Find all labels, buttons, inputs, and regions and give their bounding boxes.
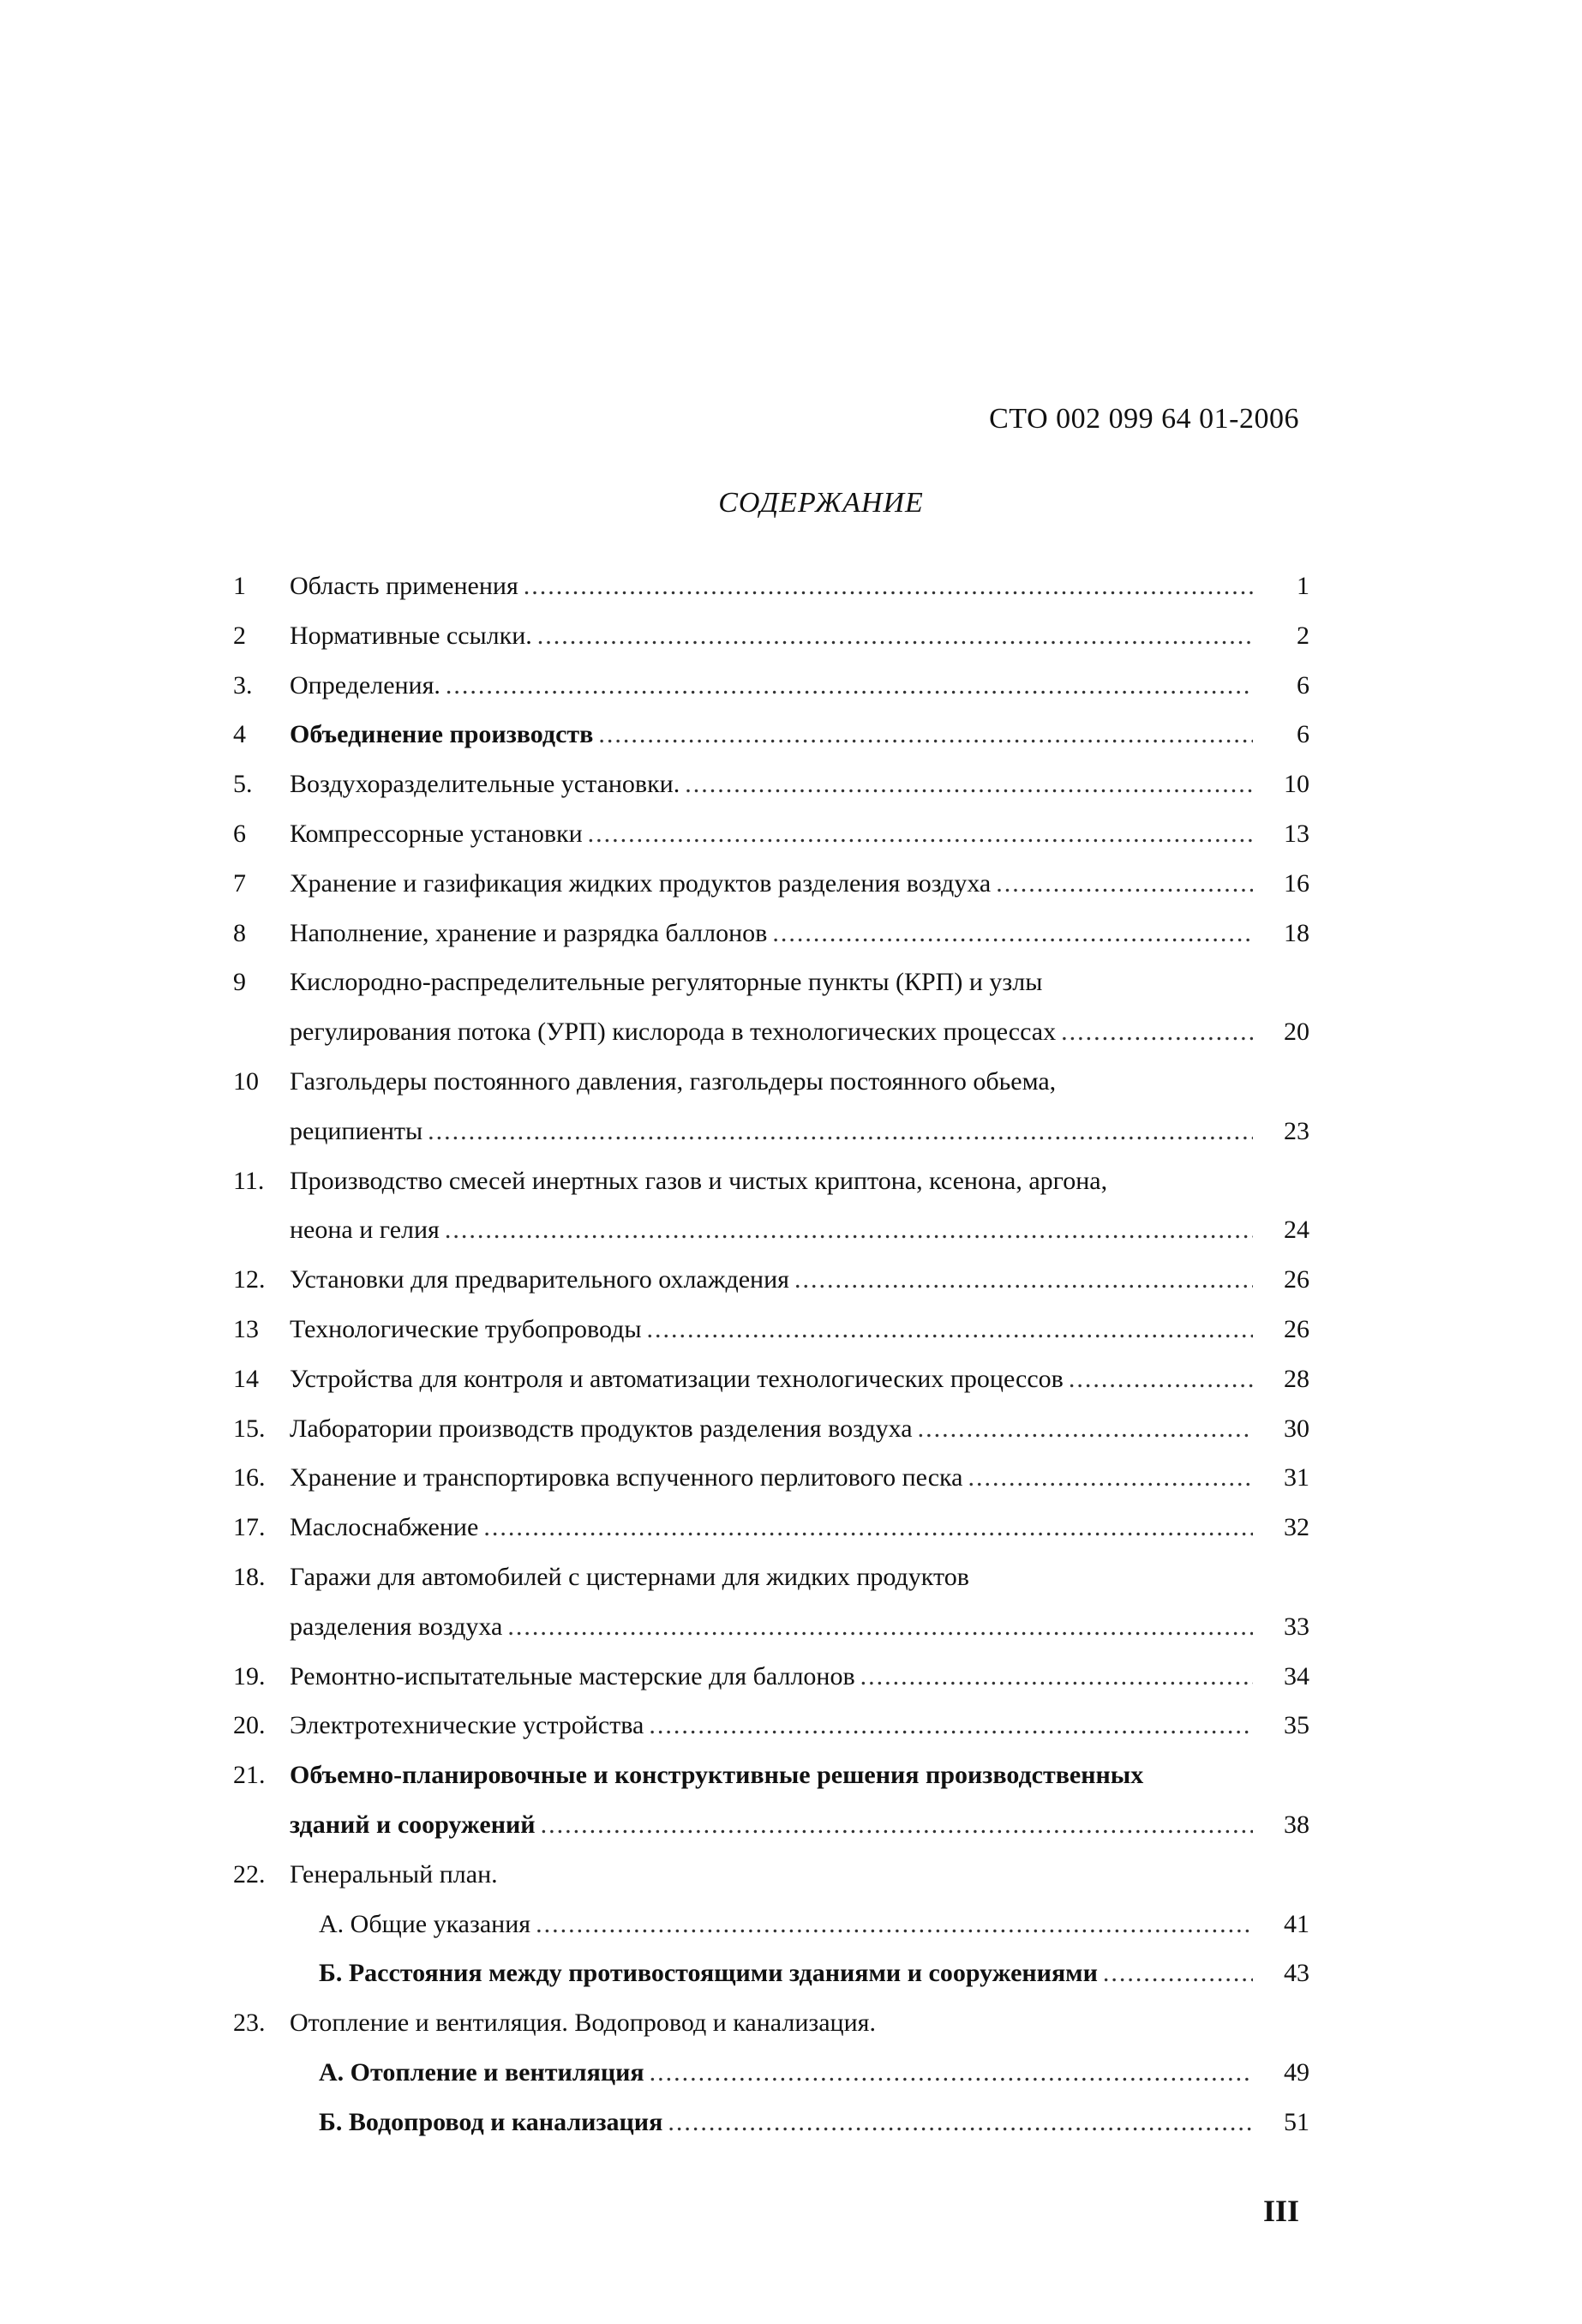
- dot-leader: [968, 1453, 1253, 1503]
- toc-entry-title: Компрессорные установки: [290, 819, 583, 848]
- toc-entry-title: Воздухоразделительные установки.: [290, 770, 680, 799]
- toc-entry-page: 30: [1284, 1414, 1309, 1443]
- dot-leader: [483, 1503, 1253, 1552]
- toc-entry-page: 26: [1284, 1314, 1309, 1343]
- toc-entry-page: 41: [1284, 1909, 1309, 1938]
- toc-entry: [233, 611, 1309, 661]
- toc-entry: [233, 1800, 1309, 1850]
- toc-entry-title: Определения.: [290, 670, 440, 700]
- dot-leader: [650, 2048, 1253, 2098]
- toc-entry-page: 31: [1284, 1463, 1309, 1492]
- toc-entry-title: неона и гелия: [290, 1216, 440, 1245]
- dot-leader: [685, 760, 1253, 809]
- toc-entry-title: Б. Водопровод и канализация: [319, 2107, 663, 2136]
- toc-entry: [233, 2048, 1309, 2098]
- toc-entry-number: 12.: [233, 1265, 266, 1294]
- dot-leader: [772, 909, 1253, 958]
- toc-entry-title: Отопление и вентиляция. Водопровод и канализация.: [290, 2009, 876, 2038]
- toc-entry-number: 15.: [233, 1414, 266, 1443]
- toc-entry: [233, 661, 1309, 711]
- dot-leader: [541, 1800, 1253, 1850]
- toc-entry: [233, 1503, 1309, 1552]
- toc-entry-page: 6: [1297, 670, 1309, 700]
- toc-entry-page: 34: [1284, 1661, 1309, 1690]
- toc-entry-number: 4: [233, 720, 246, 749]
- toc-entry-number: 3.: [233, 670, 253, 700]
- toc-entry-title: Ремонтно-испытательные мастерские для баллонов: [290, 1661, 855, 1690]
- document-code: СТО 002 099 64 01-2006: [989, 403, 1299, 435]
- toc-entry: [233, 1850, 1309, 1900]
- toc-entry-page: 20: [1284, 1018, 1309, 1047]
- dot-leader: [537, 611, 1253, 661]
- dot-leader: [428, 1107, 1253, 1156]
- toc-entry-number: 14: [233, 1364, 259, 1393]
- toc-entry-number: 17.: [233, 1513, 266, 1542]
- toc-entry-title: Объединение производств: [290, 720, 594, 749]
- toc-entry: [233, 859, 1309, 909]
- toc-entry-page: 23: [1284, 1116, 1309, 1145]
- toc-entry-title: Хранение и транспортировка вспученного перлитового песка: [290, 1463, 963, 1492]
- toc-entry-number: 2: [233, 621, 246, 650]
- table-of-contents: [233, 561, 1309, 2147]
- toc-entry: [233, 1205, 1309, 1255]
- toc-entry-title: Электротехнические устройства: [290, 1711, 644, 1740]
- toc-entry-number: 16.: [233, 1463, 266, 1492]
- dot-leader: [598, 710, 1253, 760]
- dot-leader: [1061, 1007, 1253, 1057]
- toc-entry-page: 24: [1284, 1216, 1309, 1245]
- toc-entry: [233, 760, 1309, 809]
- page-number: III: [1262, 2194, 1299, 2228]
- toc-entry: [233, 1701, 1309, 1751]
- toc-entry-number: 1: [233, 572, 246, 600]
- toc-entry-number: 9: [233, 968, 246, 997]
- toc-entry-page: 33: [1284, 1612, 1309, 1641]
- dot-leader: [860, 1652, 1253, 1702]
- toc-entry: [233, 2098, 1309, 2147]
- toc-entry: [233, 1949, 1309, 1998]
- toc-entry-number: 11.: [233, 1166, 265, 1195]
- dot-leader: [445, 1205, 1253, 1255]
- toc-entry-title: Наполнение, хранение и разрядка баллонов: [290, 918, 768, 947]
- toc-entry-title: разделения воздуха: [290, 1612, 503, 1641]
- toc-entry: [233, 561, 1309, 611]
- toc-entry-page: 38: [1284, 1810, 1309, 1839]
- toc-entry-number: 19.: [233, 1661, 266, 1690]
- toc-entry-page: 2: [1297, 621, 1309, 650]
- toc-entry-page: 28: [1284, 1364, 1309, 1393]
- toc-entry: [233, 1751, 1309, 1800]
- toc-entry-number: 5.: [233, 770, 253, 799]
- toc-entry-title: Маслоснабжение: [290, 1513, 479, 1542]
- toc-entry-page: 32: [1284, 1513, 1309, 1542]
- toc-entry: [233, 1354, 1309, 1404]
- toc-entry-title: Лаборатории производств продуктов разделения воздуха: [290, 1414, 913, 1443]
- toc-entry-title: Б. Расстояния между противостоящими зданиями и сооружениями: [319, 1959, 1098, 1988]
- toc-entry: [233, 809, 1309, 859]
- toc-entry-title: Устройства для контроля и автоматизации технологических процессов: [290, 1364, 1064, 1393]
- dot-leader: [794, 1255, 1253, 1305]
- toc-entry: [233, 1453, 1309, 1503]
- toc-entry-title: Область применения: [290, 572, 518, 600]
- toc-entry-title: Гаражи для автомобилей с цистернами для жидких продуктов: [290, 1562, 969, 1591]
- toc-entry-title: Газгольдеры постоянного давления, газгольдеры постоянного обьема,: [290, 1066, 1057, 1096]
- toc-entry: [233, 1255, 1309, 1305]
- toc-entry-title: А. Отопление и вентиляция: [319, 2057, 644, 2087]
- toc-entry-page: 51: [1284, 2107, 1309, 2136]
- toc-entry-page: 16: [1284, 868, 1309, 898]
- toc-entry: [233, 1057, 1309, 1107]
- toc-entry-title: Нормативные ссылки.: [290, 621, 532, 650]
- toc-entry-number: 23.: [233, 2009, 266, 2038]
- toc-entry: [233, 1652, 1309, 1702]
- dot-leader: [668, 2098, 1253, 2147]
- toc-entry: [233, 1552, 1309, 1602]
- toc-entry-number: 8: [233, 918, 246, 947]
- toc-entry-title: Генеральный план.: [290, 1859, 498, 1889]
- toc-entry-page: 43: [1284, 1959, 1309, 1988]
- toc-entry-number: 6: [233, 819, 246, 848]
- toc-entry-title: Хранение и газификация жидких продуктов разделения воздуха: [290, 868, 992, 898]
- dot-leader: [536, 1900, 1253, 1949]
- toc-entry: [233, 1404, 1309, 1454]
- toc-entry-number: 10: [233, 1066, 259, 1096]
- dot-leader: [1069, 1354, 1253, 1404]
- toc-entry-number: 13: [233, 1314, 259, 1343]
- dot-leader: [524, 561, 1253, 611]
- toc-entry: [233, 1602, 1309, 1652]
- toc-entry-title: регулирования потока (УРП) кислорода в технологических процессах: [290, 1018, 1057, 1047]
- toc-entry-title: А. Общие указания: [319, 1909, 531, 1938]
- toc-entry-page: 35: [1284, 1711, 1309, 1740]
- dot-leader: [507, 1602, 1253, 1652]
- toc-entry: [233, 909, 1309, 958]
- toc-entry: [233, 1156, 1309, 1206]
- toc-entry-number: 22.: [233, 1859, 266, 1889]
- toc-title: СОДЕРЖАНИЕ: [718, 487, 924, 519]
- toc-entry: [233, 1007, 1309, 1057]
- toc-entry-page: 10: [1284, 770, 1309, 799]
- dot-leader: [1103, 1949, 1253, 1998]
- toc-entry-title: Объемно-планировочные и конструктивные решения производственных: [290, 1761, 1144, 1790]
- toc-entry-number: 7: [233, 868, 246, 898]
- toc-entry-page: 13: [1284, 819, 1309, 848]
- toc-entry-page: 18: [1284, 918, 1309, 947]
- toc-entry: [233, 1107, 1309, 1156]
- toc-entry-page: 1: [1297, 572, 1309, 600]
- toc-entry-page: 26: [1284, 1265, 1309, 1294]
- toc-entry: [233, 1305, 1309, 1354]
- toc-entry-title: Установки для предварительного охлаждения: [290, 1265, 789, 1294]
- toc-entry-number: 21.: [233, 1761, 266, 1790]
- toc-entry: [233, 1900, 1309, 1949]
- dot-leader: [446, 661, 1253, 711]
- toc-entry: [233, 1998, 1309, 2048]
- toc-entry-title: Технологические трубопроводы: [290, 1314, 642, 1343]
- dot-leader: [918, 1404, 1253, 1454]
- dot-leader: [649, 1701, 1253, 1751]
- toc-entry-number: 18.: [233, 1562, 266, 1591]
- toc-entry-title: Кислородно-распределительные регуляторные пункты (КРП) и узлы: [290, 968, 1043, 997]
- toc-entry-number: 20.: [233, 1711, 266, 1740]
- toc-entry-title: реципиенты: [290, 1116, 423, 1145]
- toc-entry-page: 49: [1284, 2057, 1309, 2087]
- dot-leader: [647, 1305, 1253, 1354]
- toc-entry-page: 6: [1297, 720, 1309, 749]
- toc-entry: [233, 710, 1309, 760]
- toc-entry-title: Производство смесей инертных газов и чистых криптона, ксенона, аргона,: [290, 1166, 1108, 1195]
- toc-entry-title: зданий и сооружений: [290, 1810, 536, 1839]
- dot-leader: [588, 809, 1253, 859]
- dot-leader: [996, 859, 1253, 909]
- toc-entry: [233, 958, 1309, 1007]
